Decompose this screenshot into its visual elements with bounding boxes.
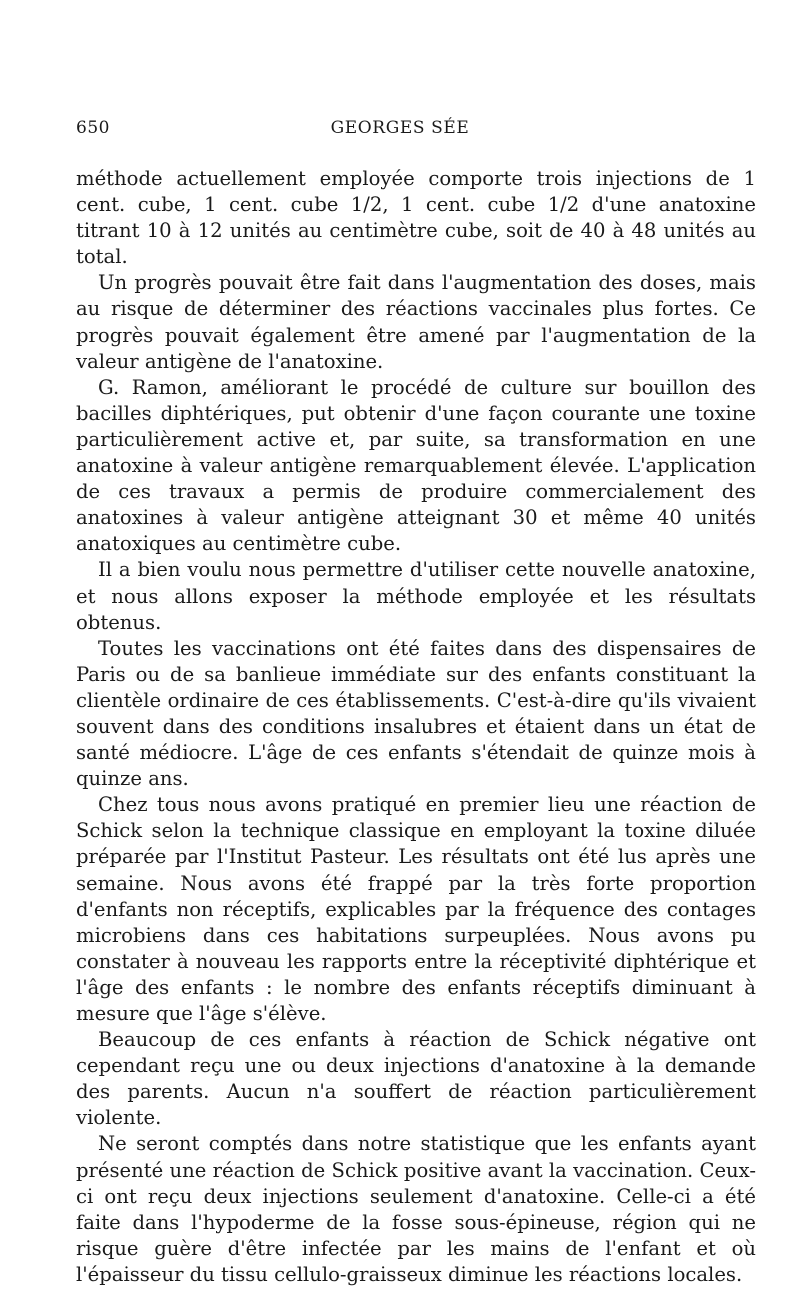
paragraph: Beaucoup de ces enfants à réaction de Schick négative ont cependant reçu une ou deux injections d'anatoxine à la demande des parents. Aucun n'a souffert de réaction particulièrement violente. (76, 1028, 756, 1130)
paragraph: Un progrès pouvait être fait dans l'augmentation des doses, mais au risque de déterminer des réactions vaccinales plus fortes. Ce progrès pouvait également être amené par l'augmentation de la valeur antigène de l'anatoxine. (76, 271, 756, 373)
page-number: 650 (76, 118, 110, 138)
paragraph: Toutes les vaccinations ont été faites dans des dispensaires de Paris ou de sa banlieue immédiate sur des enfants constituant la clientèle ordinaire de ces établissements. C'est-à-dire qu'ils vivaient souvent dans des conditions insalubres et étaient dans un état de santé médiocre. L'âge de ces enfants s'étendait de quinze mois à quinze ans. (76, 636, 756, 791)
paragraph: G. Ramon, améliorant le procédé de culture sur bouillon des bacilles diphtériques, put obtenir d'une façon courante une toxine particulièrement active et, par suite, sa transformation en une anatoxine à valeur antigène remarquablement élevée. L'application de ces travaux a permis de produire commercialement des anatoxines à valeur antigène atteignant 30 et même 40 unités anatoxiques au centimètre cube. (76, 375, 756, 556)
paragraph: Chez tous nous avons pratiqué en premier lieu une réaction de Schick selon la technique classique en employant la toxine diluée préparée par l'Institut Pasteur. Les résultats ont été lus après une semaine. Nous avons été frappé par la très forte proportion d'enfants non réceptifs, explicables par la fréquence des contages microbiens dans ces habitations surpeuplées. Nous avons pu constater à nouveau les rapports entre la réceptivité diphtérique et l'âge des enfants : le nombre des enfants réceptifs diminuant à mesure que l'âge s'élève. (76, 793, 756, 1025)
paragraph: Il a bien voulu nous permettre d'utiliser cette nouvelle anatoxine, et nous allons exposer la méthode employée et les résultats obtenus. (76, 558, 756, 634)
body-text (76, 166, 756, 1288)
paragraph: méthode actuellement employée comporte trois injections de 1 cent. cube, 1 cent. cube 1/2, 1 cent. cube 1/2 d'une anatoxine titrant 10 à 12 unités au centimètre cube, soit de 40 à 48 unités au total. (76, 167, 756, 269)
running-title: GEORGES SÉE (330, 118, 470, 138)
paragraph: Ne seront comptés dans notre statistique que les enfants ayant présenté une réaction de Schick positive avant la vaccination. Ceux-ci ont reçu deux injections seulement d'anatoxine. Celle-ci a été faite dans l'hypoderme de la fosse sous-épineuse, région qui ne risque guère d'être infectée par les mains de l'enfant et où l'épaisseur du tissu cellulo-graisseux diminue les réactions locales. (76, 1132, 756, 1286)
